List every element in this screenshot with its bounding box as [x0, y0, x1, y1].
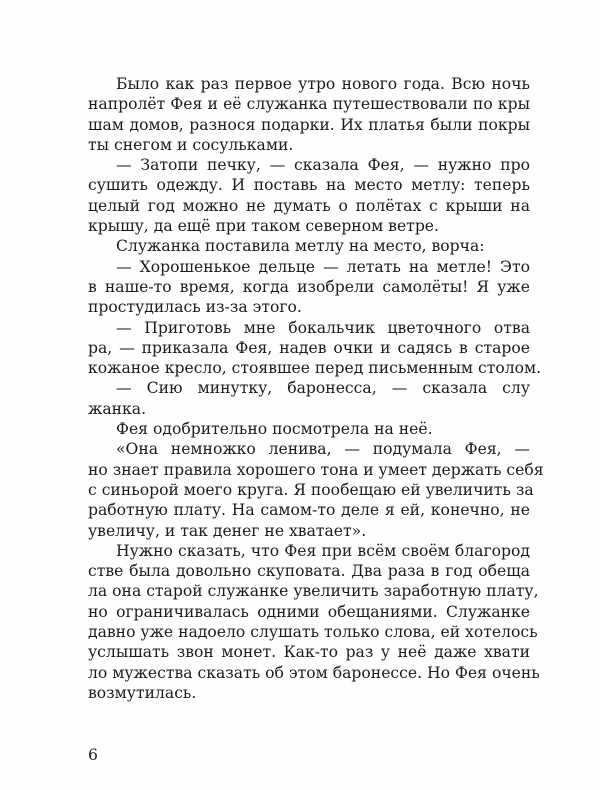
text-line: ты снегом и сосульками.	[88, 135, 294, 154]
text-body	[88, 74, 544, 703]
paragraph	[88, 155, 530, 236]
text-line: — Хорошенькое дельце — летать на метле! Это	[116, 257, 530, 276]
text-line: — Сию минутку, баронесса, — сказала слу	[116, 379, 530, 398]
paragraph	[88, 236, 530, 256]
text-line: увеличу, и так денег не хватает».	[88, 521, 367, 540]
text-line: шам домов, разнося подарки. Их платья были покры	[88, 115, 530, 134]
text-line: простудилась из-за этого.	[88, 298, 302, 317]
text-line: ла она старой служанке увеличить заработную плату,	[88, 582, 539, 601]
text-line: но ограничивалась одними обещаниями. Служанке	[88, 602, 530, 621]
page-number: 6	[88, 746, 98, 764]
text-line: в наше-то время, когда изобрели самолёты! Я уже	[88, 277, 530, 296]
text-line: — Затопи печку, — сказала Фея, — нужно про	[116, 156, 530, 175]
text-line: Нужно сказать, что Фея при всём своём благород	[116, 541, 530, 560]
paragraph	[88, 541, 540, 703]
text-line: кожаное кресло, стоявшее перед письменным столом.	[88, 359, 542, 378]
text-line: жанка.	[88, 399, 147, 418]
text-line: — Приготовь мне бокальчик цветочного отва	[116, 318, 530, 337]
paragraph	[88, 419, 530, 439]
paragraph	[88, 378, 530, 419]
text-line: работную плату. На самом-то деле я ей, конечно, не	[88, 501, 530, 520]
text-line: но знает правила хорошего тона и умеет держать себя	[88, 460, 544, 479]
text-line: Фея одобрительно посмотрела на неё.	[116, 420, 433, 439]
text-line: услышать звон монет. Как-то раз у неё даже хвати	[88, 643, 530, 662]
text-line: давно уже надоело слушать только слова, ей хотелось	[88, 623, 538, 642]
text-line: сушить одежду. И поставь на место метлу: теперь	[88, 176, 530, 195]
text-line: «Она немножко ленива, — подумала Фея, —	[116, 440, 530, 459]
text-line: напролёт Фея и её служанка путешествовали по кры	[88, 95, 530, 114]
text-line: возмутилась.	[88, 683, 197, 702]
text-line: Служанка поставила метлу на место, ворча:	[116, 237, 485, 256]
paragraph	[88, 318, 542, 379]
text-line: целый год можно не думать о полётах с крыши на	[88, 196, 530, 215]
text-line: крышу, да ещё при таком северном ветре.	[88, 217, 439, 236]
text-line: ло мужества сказать об этом баронессе. Но Фея очень	[88, 663, 540, 682]
paragraph	[88, 257, 530, 318]
paragraph	[88, 439, 544, 540]
text-line: стве была довольно скуповата. Два раза в год обеща	[88, 562, 530, 581]
paragraph	[88, 74, 530, 155]
text-line: Было как раз первое утро нового года. Всю ночь	[116, 75, 530, 93]
text-line: с синьорой моего круга. Я пообещаю ей увеличить за	[88, 480, 534, 499]
text-line: ра, — приказала Фея, надев очки и садясь в старое	[88, 338, 530, 357]
